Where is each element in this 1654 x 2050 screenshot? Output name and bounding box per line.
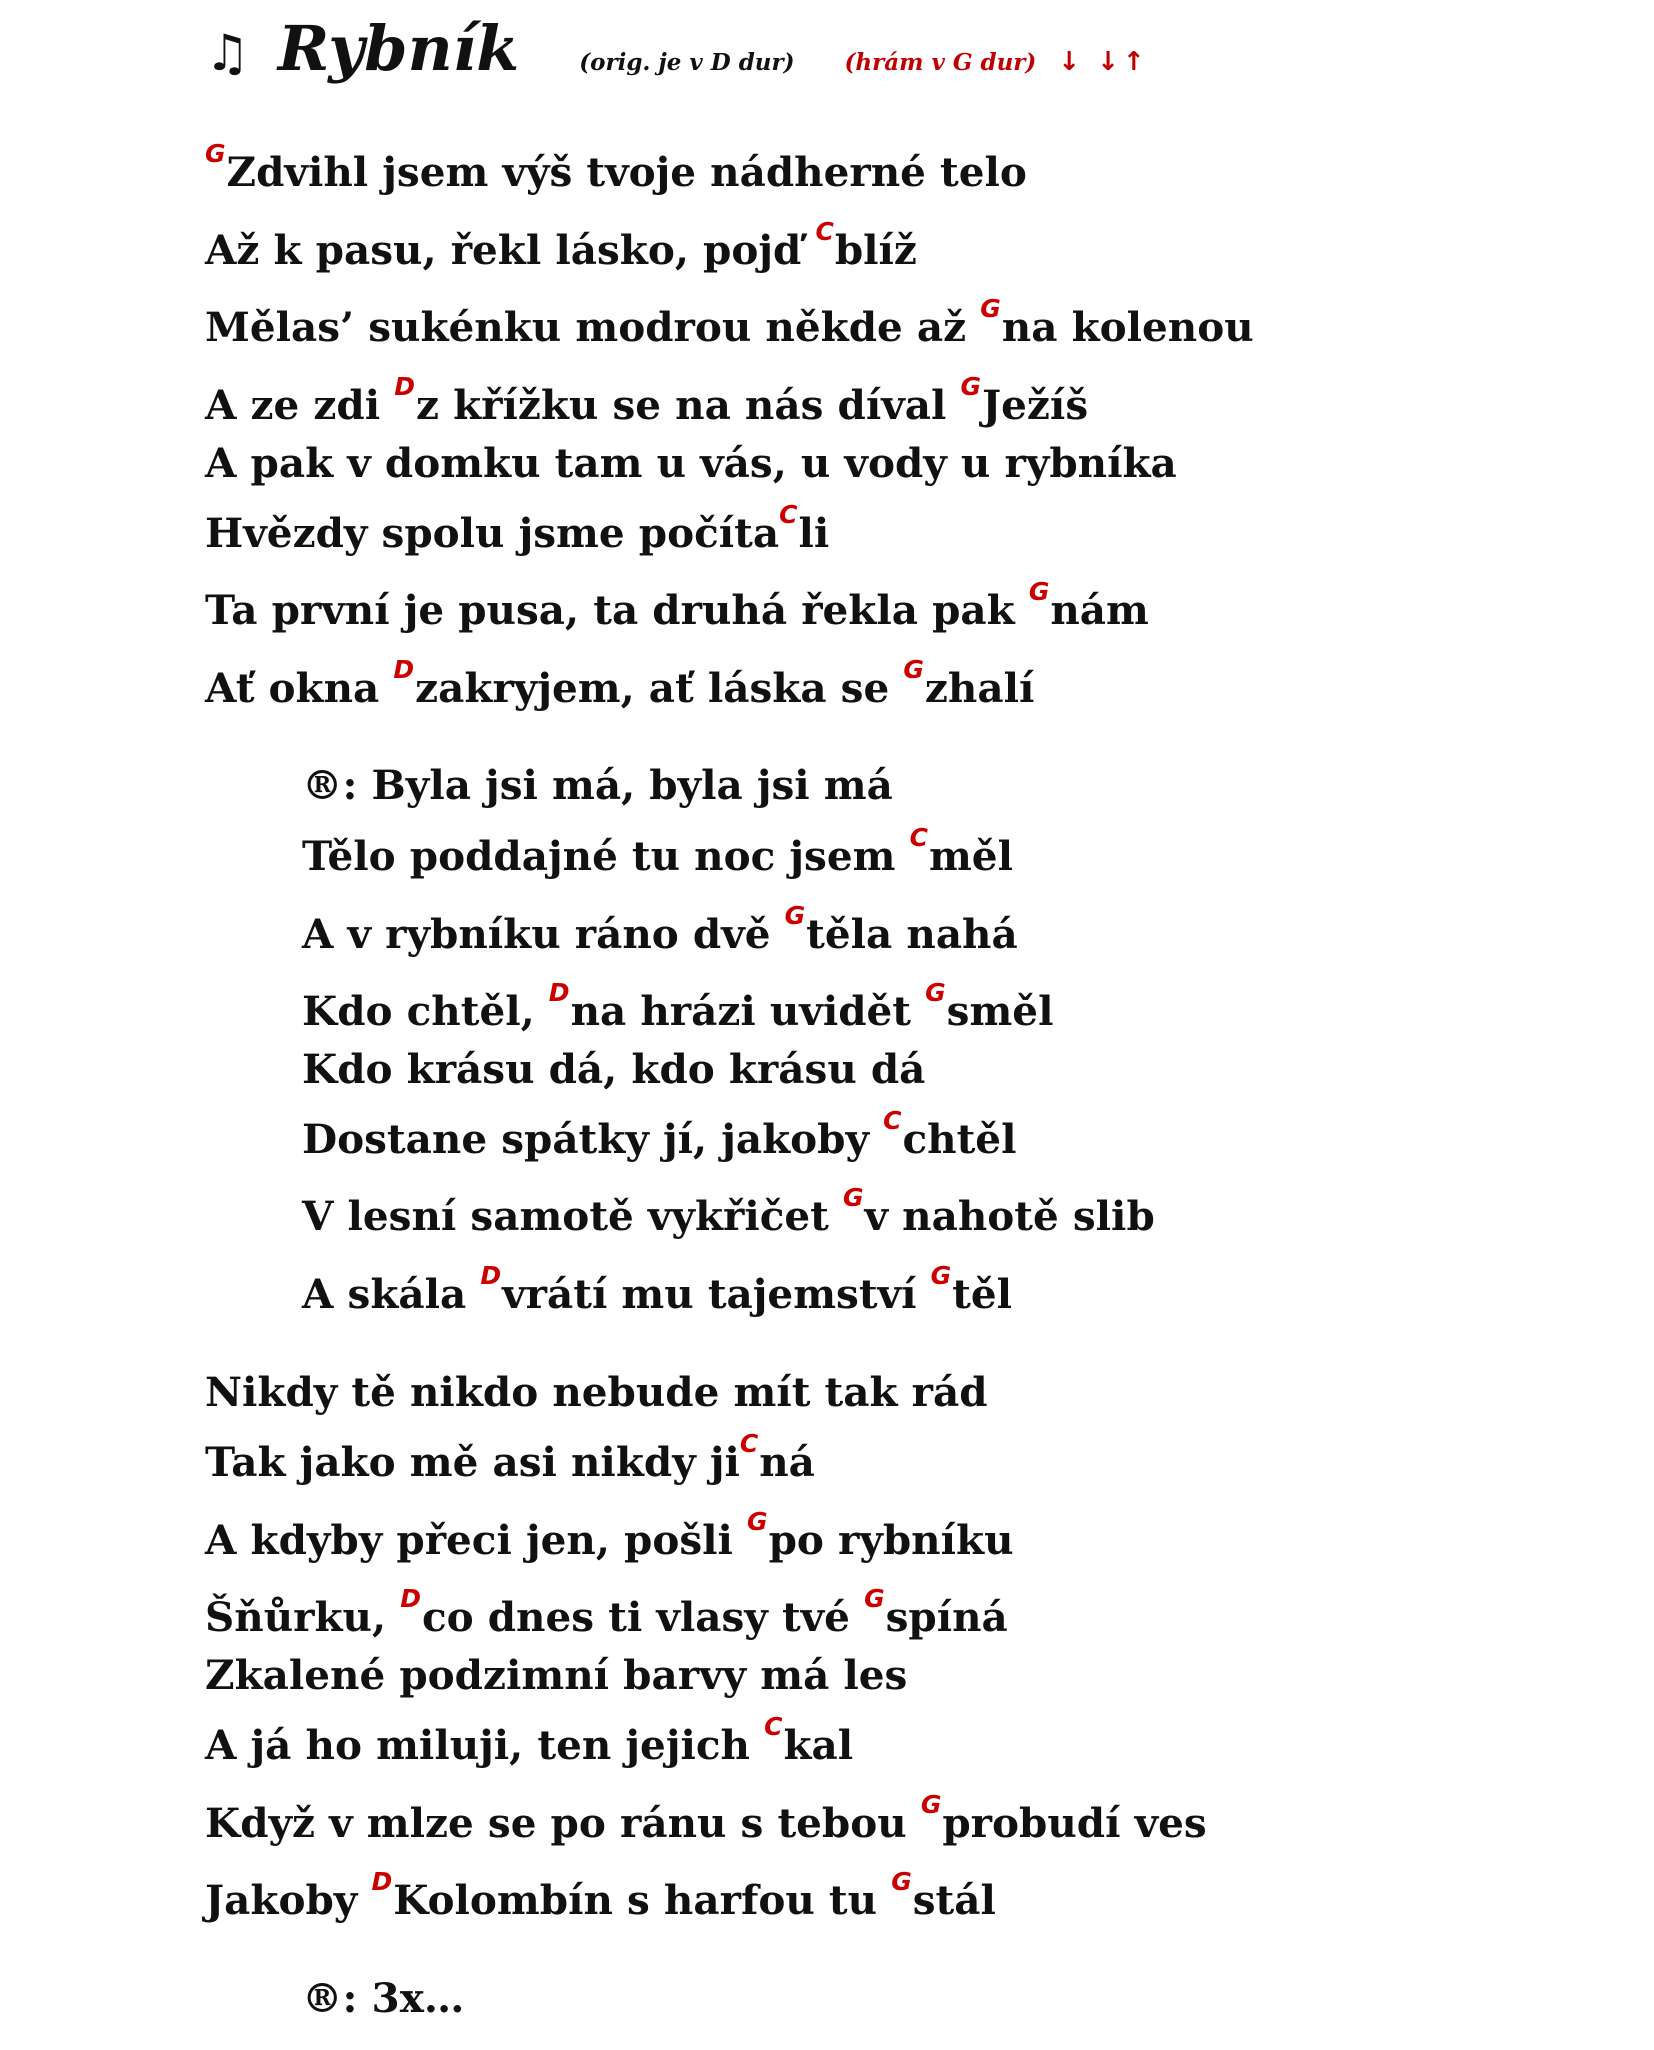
- lyric-text: Šňůrku,: [205, 1593, 401, 1641]
- lyric-text: Jakoby: [205, 1876, 372, 1924]
- lyric-line: [302, 1106, 1017, 1163]
- lyric-text: Zkalené podzimní barvy má les: [205, 1651, 908, 1699]
- lyric-text: Hvězdy spolu jsme počíta: [205, 509, 780, 557]
- played-key-note: (hrám v G dur): [844, 49, 1037, 76]
- lyric-text: Nikdy tě nikdo nebude mít tak rád: [205, 1368, 988, 1416]
- lyric-line: [205, 1507, 1014, 1564]
- chord-g: G: [960, 372, 981, 402]
- lyric-line: [205, 1651, 908, 1699]
- chord-d: D: [400, 1584, 421, 1614]
- lyric-text: A v rybníku ráno dvě: [302, 910, 785, 958]
- chord-d: D: [393, 655, 415, 685]
- chord-c: C: [815, 217, 834, 247]
- lyric-text: Mělas’ sukénku modrou někde až: [205, 303, 981, 351]
- lyric-text: po rybníku: [768, 1516, 1014, 1564]
- lyric-line: [302, 1974, 465, 2022]
- lyric-text: vrátí mu tajemství: [502, 1270, 931, 1318]
- chord-d: D: [394, 372, 415, 402]
- lyric-text: z křížku se na nás díval: [415, 381, 961, 429]
- lyric-text: těl: [952, 1270, 1012, 1318]
- chord-g: G: [747, 1507, 768, 1537]
- lyric-text: Kdo krásu dá, kdo krásu dá: [302, 1045, 926, 1093]
- lyric-text: spíná: [885, 1593, 1008, 1641]
- chord-d: D: [480, 1261, 502, 1291]
- chord-c: C: [883, 1106, 902, 1136]
- lyric-text: li: [798, 509, 830, 557]
- chord-d: D: [371, 1867, 393, 1897]
- lyric-line: [205, 217, 917, 274]
- chord-g: G: [842, 1183, 864, 1213]
- lyric-text: Zdvihl jsem výš tvoje nádherné telo: [226, 148, 1027, 196]
- lyric-line: [205, 439, 1177, 487]
- lyric-line: [205, 294, 1254, 351]
- lyric-line: [302, 978, 1054, 1035]
- original-key-note: (orig. je v D dur): [579, 49, 795, 76]
- lyric-text: A kdyby přeci jen, pošli: [205, 1516, 748, 1564]
- lyric-text: měl: [928, 832, 1013, 880]
- chord-g: G: [784, 901, 806, 931]
- chord-g: G: [925, 978, 946, 1008]
- lyric-line: [302, 901, 1018, 958]
- lyric-text: Ježíš: [982, 381, 1089, 429]
- lyric-text: ®: 3x…: [302, 1974, 465, 2022]
- chord-g: G: [903, 655, 924, 685]
- chord-c: C: [764, 1712, 783, 1742]
- lyric-text: Tělo poddajné tu noc jsem: [302, 832, 910, 880]
- lyric-line: [205, 372, 1089, 429]
- lyric-line: [205, 1790, 1207, 1847]
- lyric-text: Ta první je pusa, ta druhá řekla pak: [205, 586, 1029, 634]
- lyric-text: zakryjem, ať láska se: [415, 664, 904, 712]
- song-title: Rybník: [277, 12, 520, 85]
- lyric-text: co dnes ti vlasy tvé: [421, 1593, 865, 1641]
- lyric-line: [302, 761, 893, 809]
- lyric-text: blíž: [834, 226, 917, 274]
- lyric-text: těla nahá: [806, 910, 1018, 958]
- lyric-text: kal: [783, 1721, 854, 1769]
- lyric-text: Tak jako mě asi nikdy ji: [205, 1438, 740, 1486]
- lyric-line: [205, 1584, 1008, 1641]
- chord-g: G: [864, 1584, 885, 1614]
- lyric-text: nám: [1050, 586, 1149, 634]
- transpose-arrows-icon: ↓ ↓↑: [1058, 47, 1149, 77]
- chord-c: C: [909, 823, 928, 853]
- chord-g: G: [205, 139, 226, 169]
- lyric-text: Kdo chtěl,: [302, 987, 549, 1035]
- lyric-text: na kolenou: [1001, 303, 1254, 351]
- lyric-text: A skála: [302, 1270, 481, 1318]
- chord-c: C: [739, 1429, 759, 1459]
- lyric-text: Dostane spátky jí, jakoby: [302, 1115, 884, 1163]
- lyric-line: [302, 1045, 926, 1093]
- chord-g: G: [930, 1261, 952, 1291]
- lyric-line: [302, 1261, 1012, 1318]
- song-header: [205, 12, 1149, 98]
- lyric-text: A já ho miluji, ten jejich: [205, 1721, 765, 1769]
- chord-g: G: [980, 294, 1001, 324]
- chord-c: C: [779, 500, 798, 530]
- lyric-text: na hrázi uvidět: [570, 987, 926, 1035]
- lyric-line: [205, 500, 830, 557]
- lyric-line: [205, 655, 1035, 712]
- lyric-text: ®: Byla jsi má, byla jsi má: [302, 761, 893, 809]
- lyric-text: Když v mlze se po ránu s tebou: [205, 1799, 921, 1847]
- lyric-text: V lesní samotě vykřičet: [302, 1192, 843, 1240]
- chord-g: G: [920, 1790, 942, 1820]
- lyric-text: stál: [912, 1876, 996, 1924]
- lyric-line: [205, 577, 1149, 634]
- lyric-text: Ať okna: [205, 664, 394, 712]
- lyric-text: Až k pasu, řekl lásko, pojď: [205, 226, 816, 274]
- chord-g: G: [891, 1867, 912, 1897]
- lyric-line: [302, 1183, 1155, 1240]
- lyric-line: [205, 1712, 854, 1769]
- lyric-text: A ze zdi: [205, 381, 395, 429]
- chord-d: D: [548, 978, 570, 1008]
- lyric-text: zhalí: [924, 664, 1035, 712]
- lyric-line: [205, 139, 1027, 196]
- lyric-line: [205, 1368, 988, 1416]
- chord-g: G: [1028, 577, 1050, 607]
- lyric-line: [205, 1867, 996, 1924]
- lyric-text: směl: [946, 987, 1054, 1035]
- lyric-line: [302, 823, 1013, 880]
- lyric-text: probudí ves: [942, 1799, 1207, 1847]
- lyric-line: [205, 1429, 815, 1486]
- lyric-text: chtěl: [902, 1115, 1017, 1163]
- music-note-icon: ♫: [205, 24, 250, 82]
- lyric-text: v nahotě slib: [864, 1192, 1155, 1240]
- lyric-text: A pak v domku tam u vás, u vody u rybníka: [205, 439, 1177, 487]
- lyric-text: ná: [759, 1438, 815, 1486]
- lyric-text: Kolombín s harfou tu: [393, 1876, 892, 1924]
